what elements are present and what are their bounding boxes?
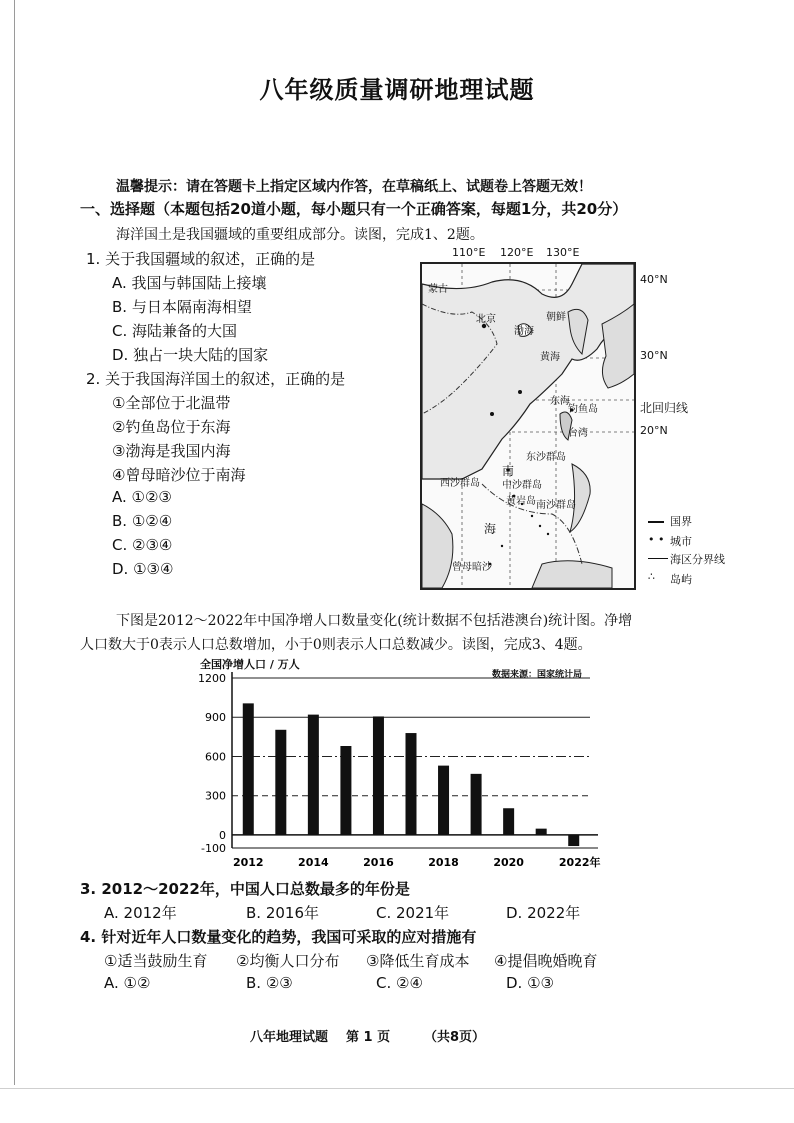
map-label-dongsha: 东沙群岛	[526, 452, 566, 463]
intro-q34-line1: 下图是2012～2022年中国净增人口数量变化(统计数据不包括港澳台)统计图。净增	[116, 613, 633, 629]
bar	[308, 715, 319, 835]
q3-stem: 3. 2012～2022年，中国人口总数最多的年份是	[80, 880, 410, 898]
legend-seaarea: 海区分界线	[670, 553, 725, 566]
x-tick-label: 2022年	[558, 856, 601, 869]
map-label-diaoyu: 钓鱼岛	[568, 404, 598, 415]
section-heading: 一、选择题（本题包括20道小题，每小题只有一个正确答案，每题1分，共20分）	[80, 200, 628, 218]
q4-option[interactable]: C. ②④	[376, 974, 423, 992]
q3-option[interactable]: B. 2016年	[246, 904, 320, 922]
population-chart	[190, 668, 610, 876]
map-label-nansha: 南沙群岛	[536, 500, 576, 511]
bar	[536, 829, 547, 835]
q2-option[interactable]: A. ①②③	[112, 488, 172, 506]
map-lat-30: 30°N	[640, 349, 668, 362]
bar	[373, 716, 384, 834]
map-label-sea: 海	[484, 522, 497, 536]
page-edge-line	[14, 0, 15, 1085]
q3-option[interactable]: A. 2012年	[104, 904, 177, 922]
chart-ylabel: 全国净增人口 / 万人	[200, 658, 300, 671]
china-sea-map	[420, 262, 636, 590]
map-label-mongolia: 蒙古	[428, 284, 448, 295]
q1-option[interactable]: D. 独占一块大陆的国家	[112, 346, 269, 364]
page-bottom-line	[0, 1088, 794, 1089]
legend-city-symbol: • •	[648, 533, 665, 546]
intro-q34-line2: 人口数大于0表示人口总数增加，小于0则表示人口总数减少。读图，完成3、4题。	[80, 637, 592, 653]
tip-line: 温馨提示：请在答题卡上指定区域内作答，在草稿纸上、试题卷上答题无效！	[116, 179, 592, 195]
map-label-east-sea: 东海	[550, 396, 570, 407]
x-tick-label: 2018	[428, 856, 459, 869]
bar	[275, 730, 286, 835]
map-label-beijing: 北京	[476, 314, 496, 325]
map-lon-120: 120°E	[500, 246, 534, 259]
map-label-zhongsha: 中沙群岛	[502, 480, 542, 491]
map-label-south: 南	[502, 464, 515, 478]
q2-item: ③渤海是我国内海	[112, 442, 231, 460]
q1-option[interactable]: A. 我国与韩国陆上接壤	[112, 274, 267, 292]
bar	[406, 733, 417, 835]
y-tick-label: 0	[219, 828, 226, 842]
map-label-taiwan: 台湾	[568, 428, 588, 439]
map-label-zengmu: 曾母暗沙	[452, 562, 492, 573]
legend-seaarea-symbol	[648, 558, 668, 559]
bar	[438, 766, 449, 835]
q4-option[interactable]: B. ②③	[246, 974, 293, 992]
intro-q12: 海洋国土是我国疆域的重要组成部分。读图，完成1、2题。	[116, 227, 484, 243]
q1-stem: 1. 关于我国疆域的叙述，正确的是	[86, 250, 316, 268]
q3-option[interactable]: D. 2022年	[506, 904, 581, 922]
bar	[503, 808, 514, 835]
y-tick-label: 300	[205, 789, 226, 803]
q2-option[interactable]: D. ①③④	[112, 560, 174, 578]
q2-item: ④曾母暗沙位于南海	[112, 466, 246, 484]
y-tick-label: 900	[205, 711, 226, 725]
footer-page: 第 1 页	[346, 1030, 391, 1045]
q4-stem: 4. 针对近年人口数量变化的趋势，我国可采取的应对措施有	[80, 928, 477, 946]
map-label-xisha: 西沙群岛	[440, 478, 480, 489]
map-lon-110: 110°E	[452, 246, 486, 259]
q3-option[interactable]: C. 2021年	[376, 904, 450, 922]
q2-stem: 2. 关于我国海洋国土的叙述，正确的是	[86, 370, 346, 388]
legend-island: 岛屿	[670, 573, 692, 586]
map-lat-20: 20°N	[640, 424, 668, 437]
x-tick-label: 2016	[363, 856, 394, 869]
q4-option[interactable]: A. ①②	[104, 974, 151, 992]
legend-city: 城市	[670, 535, 692, 548]
x-tick-label: 2012	[232, 856, 264, 869]
q4-item: ①适当鼓励生育	[104, 952, 208, 970]
x-tick-label: 2014	[298, 856, 329, 869]
q2-option[interactable]: C. ②③④	[112, 536, 173, 554]
q4-item: ②均衡人口分布	[236, 952, 340, 970]
q4-item: ④提倡晚婚晚育	[494, 952, 598, 970]
page-title: 八年级质量调研地理试题	[259, 76, 535, 104]
map-label-huangyan: 黄岩岛	[506, 496, 536, 507]
bar	[243, 703, 254, 835]
legend-border-symbol	[648, 521, 664, 523]
map-tropic-label: 北回归线	[640, 401, 689, 415]
legend-island-symbol: ∴	[648, 570, 655, 583]
map-lon-130: 130°E	[546, 246, 580, 259]
map-drawing	[422, 264, 634, 588]
q4-item: ③降低生育成本	[366, 952, 470, 970]
q2-option[interactable]: B. ①②④	[112, 512, 173, 530]
y-tick-label: -100	[201, 842, 226, 855]
map-label-bohai: 渤海	[514, 326, 534, 337]
chart-source: 数据来源：国家统计局	[492, 670, 583, 680]
bar	[340, 746, 351, 835]
q2-item: ①全部位于北温带	[112, 394, 231, 412]
legend-border: 国界	[670, 515, 692, 528]
y-tick-label: 1200	[198, 672, 226, 685]
map-label-korea: 朝鲜	[546, 312, 566, 323]
map-lat-40: 40°N	[640, 273, 668, 286]
x-tick-label: 2020	[493, 856, 524, 869]
footer-name: 八年地理试题	[250, 1030, 329, 1045]
y-tick-label: 600	[205, 750, 226, 764]
bar	[471, 774, 482, 835]
bar	[568, 835, 579, 846]
q1-option[interactable]: C. 海陆兼备的大国	[112, 322, 238, 340]
q1-option[interactable]: B. 与日本隔南海相望	[112, 298, 252, 316]
footer-total: （共8页）	[424, 1030, 486, 1045]
map-label-yellow-sea: 黄海	[540, 352, 560, 363]
q2-item: ②钓鱼岛位于东海	[112, 418, 231, 436]
q4-option[interactable]: D. ①③	[506, 974, 554, 992]
